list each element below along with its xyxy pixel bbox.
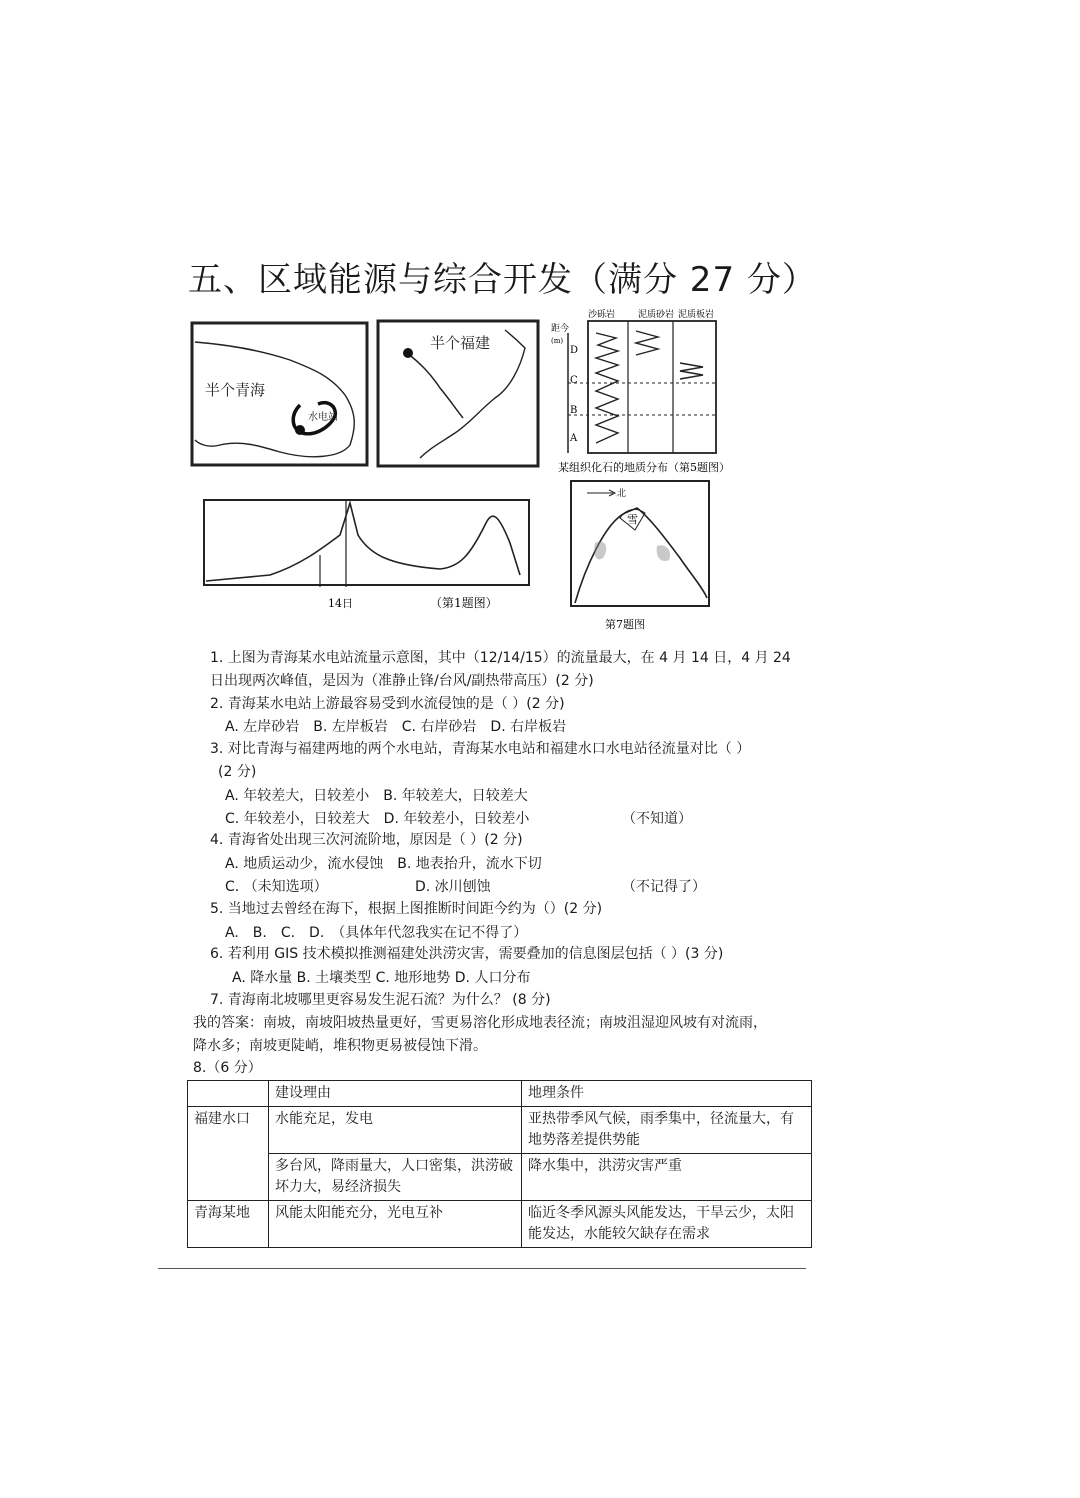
table-row (188, 1154, 812, 1201)
strata-axis-unit: (m) (551, 337, 564, 345)
table-header: 建设理由 (269, 1081, 522, 1107)
bottom-divider (158, 1268, 806, 1269)
table-cell-reason: 多台风，降雨量大，人口密集，洪涝破坏力大，易经济损失 (269, 1154, 522, 1201)
q7-stem: 7. 青海南北坡哪里更容易发生泥石流？为什么？ (8 分) (210, 992, 551, 1008)
mountain-arrow-label: 北 (617, 489, 627, 499)
table-cell-condition: 临近冬季风源头风能发达，干旱云少，太阳能发达，水能较欠缺存在需求 (522, 1201, 812, 1248)
map-qinghai-figure (190, 320, 370, 470)
q3-options-2: C. 年较差小，日较差大 D. 年较差小，日较差小 (225, 811, 530, 827)
mountain-snow-label: 雪 (627, 513, 638, 526)
q4-stem: 4. 青海省处出现三次河流阶地，原因是（ ）(2 分) (210, 832, 523, 848)
answer-table (187, 1080, 812, 1248)
section-title: 五、区域能源与综合开发（满分 27 分） (188, 260, 817, 300)
map-station-label: 水电站 (308, 412, 338, 423)
q6-stem: 6. 若利用 GIS 技术模拟推测福建处洪涝灾害，需要叠加的信息图层包括（ ）(3 分) (210, 946, 724, 962)
flow-chart-figure (200, 495, 535, 620)
q4-options-1: A. 地质运动少，流水侵蚀 B. 地表抬升，流水下切 (225, 856, 542, 872)
strata-label-c: C (570, 375, 578, 386)
q4-note: （不记得了） (622, 879, 706, 895)
strata-header-3: 泥质板岩 (678, 310, 715, 320)
map-qinghai-label: 半个青海 (205, 381, 266, 399)
strata-label-d: D (570, 345, 579, 356)
table-cell-reason: 风能太阳能充分，光电互补 (269, 1201, 522, 1248)
table-header (188, 1081, 269, 1107)
q2-options: A. 左岸砂岩 B. 左岸板岩 C. 右岸砂岩 D. 右岸板岩 (225, 719, 567, 735)
q7-answer-1: 我的答案：南坡，南坡阳坡热量更好，雪更易溶化形成地表径流；南坡沮湿迎风坡有对流雨， (193, 1015, 767, 1031)
q5-options: A. B. C. D. （具体年代忽我实在记不得了） (225, 925, 528, 941)
q4-option-d: D. 冰川刨蚀 (415, 879, 491, 895)
strata-header-2: 泥质砂岩 (638, 310, 675, 320)
q1-line1: 1. 上图为青海某水电站流量示意图，其中（12/14/15）的流量最大，在 4 月 14 日，4 月 24 (210, 650, 791, 666)
flow-day-label: 14日 (328, 597, 353, 610)
strata-caption: 某组织化石的地质分布（第5题图） (558, 461, 730, 474)
strata-axis-label: 距今 (551, 324, 570, 334)
q2-stem: 2. 青海某水电站上游最容易受到水流侵蚀的是（ ）(2 分) (210, 696, 565, 712)
q4-option-c: C. （未知选项） (225, 879, 328, 895)
map-fujian-figure (375, 318, 540, 468)
strata-diagram (548, 303, 798, 483)
mountain-figure (565, 478, 715, 638)
q5-stem: 5. 当地过去曾经在海下，根据上图推断时间距今约为（）(2 分) (210, 901, 603, 917)
table-cell-place: 福建水口 (188, 1107, 269, 1201)
strata-label-b: B (570, 405, 578, 416)
mountain-caption: 第7题图 (605, 618, 645, 631)
q7-answer-2: 降水多；南坡更陡峭，堆积物更易被侵蚀下滑。 (193, 1038, 487, 1054)
q1-line2: 日出现两次峰值，是因为（准静止锋/台风/副热带高压）(2 分) (210, 673, 594, 689)
q6-options: A. 降水量 B. 土壤类型 C. 地形地势 D. 人口分布 (232, 970, 531, 986)
table-cell-condition: 亚热带季风气候，雨季集中，径流量大，有地势落差提供势能 (522, 1107, 812, 1154)
q3-line1: 3. 对比青海与福建两地的两个水电站，青海某水电站和福建水口水电站径流量对比（ ） (210, 741, 751, 757)
q3-options-1: A. 年较差大，日较差小 B. 年较差大，日较差大 (225, 788, 528, 804)
table-cell-reason: 水能充足，发电 (269, 1107, 522, 1154)
map-fujian-label: 半个福建 (430, 334, 491, 352)
table-row (188, 1107, 812, 1154)
table-header-row (188, 1081, 812, 1107)
q3-note: （不知道） (622, 811, 692, 827)
table-row (188, 1201, 812, 1248)
strata-header-1: 沙砾岩 (588, 310, 616, 320)
table-cell-condition: 降水集中，洪涝灾害严重 (522, 1154, 812, 1201)
table-header: 地理条件 (522, 1081, 812, 1107)
table-cell-place: 青海某地 (188, 1201, 269, 1248)
flow-caption: （第1题图） (430, 596, 498, 610)
q3-line2: (2 分) (218, 764, 257, 780)
q8-stem: 8.（6 分） (193, 1060, 262, 1076)
strata-label-a: A (570, 433, 578, 444)
